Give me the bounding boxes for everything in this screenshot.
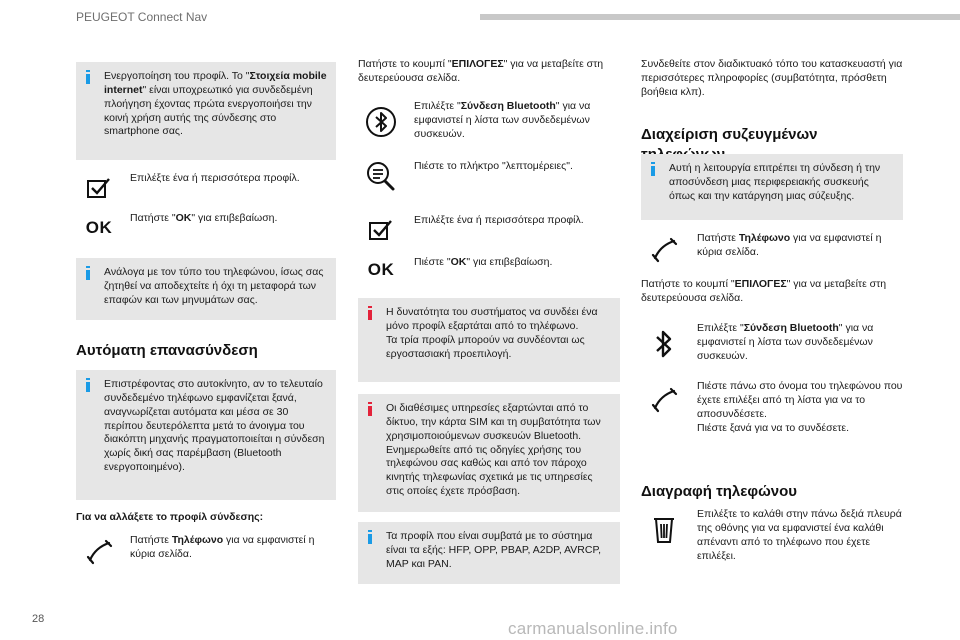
warning-text: Τα τρία προφίλ μπορούν να συνδέονται ως εργοστασιακή προεπιλογή.	[386, 333, 585, 360]
options-paragraph: Πατήστε το κουμπί "ΕΠΙΛΟΓΕΣ" για να μεταβείτε στη δευτερεύουσα σελίδα.	[641, 278, 887, 304]
info-icon	[86, 74, 90, 84]
step-text: Επιλέξτε "Σύνδεση Bluetooth" για να εμφανιστεί η λίστα των συνδεδεμένων συσκευών.	[697, 322, 874, 362]
info-text: Επιστρέφοντας στο αυτοκίνητο, αν το τελευταίο συνδεδεμένο τηλέφωνο εμφανίζεται ξανά, αναγνωρίζεται αυτόματα και μέσα σε 30 περίπου δευτερόλεπτα μετά το άνοιγμα του διακόπτη μηχανής πραγματοποιείται η σύνδεση χωρίς δική σας παρέμβαση (Bluetooth ενεργοποιημένο).	[104, 378, 325, 474]
step-bluetooth-connection	[641, 320, 903, 368]
step-text: Πιέστε "OK" για επιβεβαίωση.	[414, 256, 553, 268]
info-icon	[86, 270, 90, 280]
warning-icon	[368, 310, 372, 320]
step-details-button	[358, 154, 620, 198]
step-text: Επιλέξτε "Σύνδεση Bluetooth" για να εμφανιστεί η λίστα των συνδεδεμένων συσκευών.	[414, 100, 591, 140]
intro-manufacturer-site: Συνδεθείτε στον διαδικτυακό τόπο του κατασκευαστή για περισσότερες πληροφορίες (συμβατότητα, πρόσθετη βοήθεια κλπ).	[641, 58, 903, 98]
checkbox-icon	[358, 210, 404, 250]
info-text: Ανάλογα με τον τύπο του τηλεφώνου, ίσως σας ζητηθεί να αποδεχτείτε ή όχι τη μεταφορά των επαφών και των μηνυμάτων σας.	[104, 266, 324, 306]
section-heading-delete-phone: Διαγραφή τηλεφώνου	[641, 483, 798, 500]
warning-text: Οι διαθέσιμες υπηρεσίες εξαρτώνται από το δίκτυο, την κάρτα SIM και τη συμβατότητα των χρησιμοποιούμενων συσκευών Bluetooth. Ενημερωθείτε από τις οδηγίες χρήσης του τηλεφώνου σας καθώς και από τον πάροχο κινητής τηλεφωνίας σχετικά με τις υπηρεσίες στις οποίες έχετε πρόσβαση.	[386, 402, 601, 498]
section-heading-auto-reconnect: Αυτόματη επανασύνδεση	[76, 342, 258, 359]
warning-box-services	[358, 394, 620, 512]
warning-icon	[368, 406, 372, 416]
section-heading-paired-phones: Διαχείριση συζευγμένων	[641, 126, 818, 143]
step-press-phone	[76, 532, 336, 572]
checkbox-icon	[76, 168, 122, 208]
step-bluetooth-connection	[358, 98, 620, 146]
step-text: Πατήστε "OK" για επιβεβαίωση.	[130, 212, 278, 224]
step-text: Επιλέξτε ένα ή περισσότερα προφίλ.	[130, 172, 300, 184]
phone-handset-icon	[641, 380, 687, 420]
warning-box-single-profile	[358, 298, 620, 382]
step-press-phone	[641, 230, 903, 270]
info-text: Τα προφίλ που είναι συμβατά με το σύστημα είναι τα εξής: HFP, OPP, PBAP, A2DP, AVRCP, MAP και PAN.	[386, 530, 602, 570]
ok-icon: OK	[367, 259, 395, 279]
step-trash-phone	[641, 508, 903, 568]
info-icon	[86, 382, 90, 392]
info-box-contacts-transfer	[76, 258, 336, 320]
document-header-title: PEUGEOT Connect Nav	[76, 10, 208, 24]
info-text: Ενεργοποίηση του προφίλ. Το "Στοιχεία mobile internet" είναι υποχρεωτικό για συνδεδεμένη πλοήγηση έχοντας πρώτα ενεργοποιήσει την κοινή χρήση αυτής της σύνδεσης στο smartphone σας.	[104, 70, 327, 138]
ok-icon: OK	[85, 217, 113, 237]
info-icon	[651, 166, 655, 176]
step-select-profiles	[358, 210, 620, 250]
trash-icon	[641, 508, 687, 552]
step-text: Επιλέξτε ένα ή περισσότερα προφίλ.	[414, 214, 584, 226]
bluetooth-icon	[358, 98, 404, 146]
bluetooth-icon	[641, 320, 687, 368]
step-text: Επιλέξτε το καλάθι στην πάνω δεξιά πλευρά της οθόνης για να εμφανιστεί ένα καλάθι απέναντι από το τηλέφωνο που έχετε επιλέξει.	[697, 508, 902, 562]
info-box-compatible-profiles	[358, 522, 620, 584]
page-number: 28	[32, 613, 45, 625]
info-box-pairing-management	[641, 154, 903, 220]
step-text: Πατήστε Τηλέφωνο για να εμφανιστεί η κύρια σελίδα.	[697, 232, 882, 258]
step-select-profiles	[76, 168, 336, 208]
step-text: Πιέστε πάνω στο όνομα του τηλεφώνου που έχετε επιλέξει από τη λίστα για να το αποσυνδέσετε. Πιέστε ξανά για να το συνδέσετε.	[697, 380, 903, 434]
step-confirm-ok	[358, 250, 620, 290]
warning-text: Η δυνατότητα του συστήματος να συνδέει ένα μόνο προφίλ εξαρτάται από το τηλέφωνο.	[386, 306, 598, 332]
subheading-change-profile: Για να αλλάξετε το προφίλ σύνδεσης:	[76, 511, 264, 523]
header-bar	[480, 14, 960, 20]
phone-handset-icon	[76, 532, 122, 572]
step-text: Πατήστε Τηλέφωνο για να εμφανιστεί η κύρια σελίδα.	[130, 534, 315, 560]
info-icon	[368, 534, 372, 544]
watermark: carmanualsonline.info	[508, 619, 678, 638]
step-text: Πιέστε το πλήκτρο "λεπτομέρειες".	[414, 160, 573, 172]
info-box-profile-activation	[76, 62, 336, 160]
info-text: Αυτή η λειτουργία επιτρέπει τη σύνδεση ή την αποσύνδεση μιας περιφερειακής συσκευής όπως και την κατάργηση μιας σύζευξης.	[669, 162, 881, 202]
step-confirm-ok	[76, 208, 336, 248]
details-magnifier-icon	[358, 154, 404, 198]
intro-options-text: Πατήστε το κουμπί "ΕΠΙΛΟΓΕΣ" για να μεταβείτε στη δευτερεύουσα σελίδα.	[358, 58, 604, 84]
step-disconnect-phone	[641, 380, 903, 444]
info-box-auto-reconnect	[76, 370, 336, 500]
phone-handset-icon	[641, 230, 687, 270]
